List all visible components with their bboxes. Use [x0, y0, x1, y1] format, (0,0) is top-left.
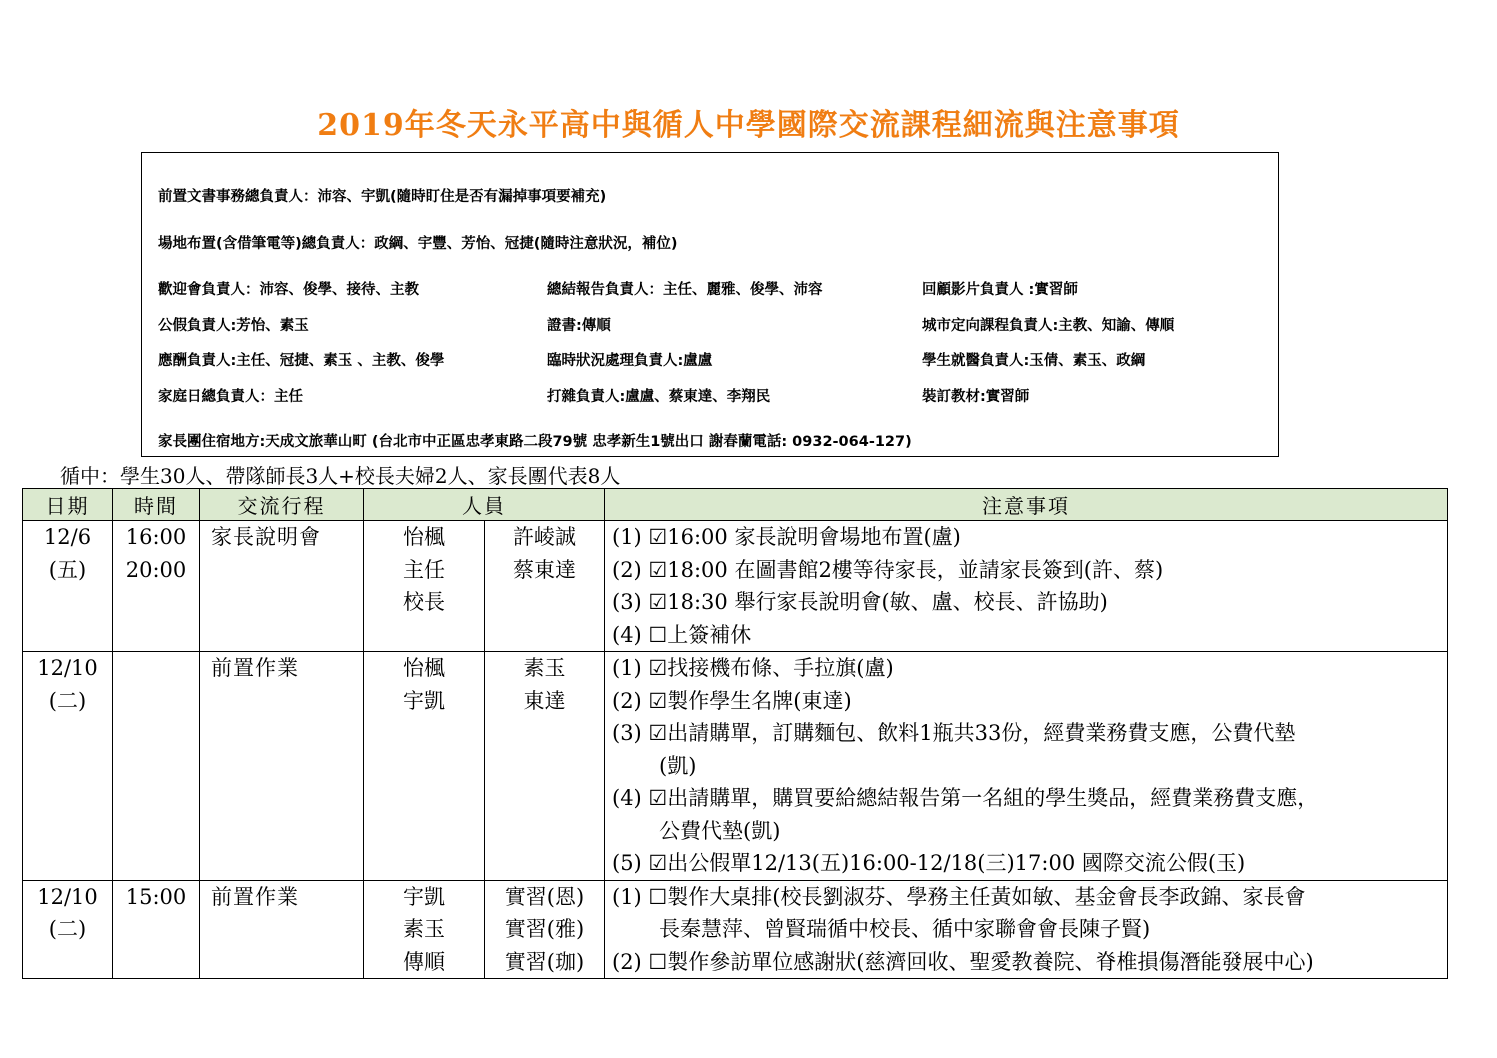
- date-cell-line: (二): [48, 688, 87, 713]
- note-item-continuation: 公費代墊(凱): [659, 818, 781, 843]
- people-secondary-cell-line: 東達: [523, 688, 566, 713]
- people-secondary-cell-line: 蔡東達: [513, 557, 576, 582]
- header-people: 人員: [364, 489, 605, 521]
- date-cell: [23, 652, 113, 881]
- note-item: (5) ☑出公假單12/13(五)16:00-12/18(三)17:00 國際交流公假(玉): [612, 851, 1246, 875]
- people-primary-cell-line: 校長: [403, 590, 445, 614]
- table-header-row: [23, 489, 1448, 521]
- info-line-documents: 前置文書事務總負責人：沛容、宇凱(隨時盯住是否有漏掉事項要補充): [158, 189, 607, 205]
- note-item: (1) ☐製作大桌排(校長劉淑芬、學務主任黃如敏、基金會長李政錦、家長會: [612, 884, 1306, 909]
- people-primary-cell-line: 宇凱: [403, 884, 445, 909]
- people-secondary-cell-line: 素玉: [523, 656, 566, 680]
- info-binding: 裝訂教材:實習師: [922, 389, 1030, 405]
- info-lodging: 家長團住宿地方:天成文旅華山町 (台北市中正區忠孝東路二段79號 忠孝新生1號出口 謝春蘭電話: 0932-064-127): [158, 434, 912, 450]
- people-secondary-cell-line: 實習(恩): [504, 884, 585, 909]
- note-item: (2) ☑18:00 在圖書館2樓等待家長，並請家長簽到(許、蔡): [612, 557, 1164, 582]
- info-line-venue: 場地布置(含借筆電等)總負責人：政綱、宇豐、芳怡、冠捷(隨時注意狀況，補位): [158, 236, 678, 252]
- people-primary-cell-line: 怡楓: [403, 525, 445, 549]
- header-notes: 注意事項: [605, 489, 1448, 521]
- people-primary-cell: [364, 880, 485, 979]
- notes-cell: [605, 521, 1448, 652]
- table-row: [23, 521, 1448, 652]
- note-item: (4) ☑出請購單，購買要給總結報告第一名組的學生獎品，經費業務費支應，: [612, 786, 1319, 810]
- delegation-summary: 循中：學生30人、帶隊師長3人+校長夫婦2人、家長團代表8人: [60, 464, 621, 488]
- people-primary-cell: [364, 652, 485, 881]
- notes-cell: [605, 880, 1448, 979]
- people-primary-cell-line: 怡楓: [403, 656, 445, 680]
- header-date: 日期: [23, 489, 113, 521]
- people-secondary-cell: [485, 521, 605, 652]
- date-cell-line: (二): [48, 917, 87, 941]
- people-secondary-cell-line: 許崚誠: [513, 525, 576, 549]
- note-item: (4) ☐上簽補休: [612, 622, 752, 647]
- page-title: 2019年冬天永平高中與循人中學國際交流課程細流與注意事項: [317, 108, 1180, 143]
- schedule-table: [22, 488, 1448, 979]
- people-primary-cell-line: 素玉: [403, 917, 445, 941]
- responsibility-box: [141, 152, 1279, 457]
- info-city-orienteering: 城市定向課程負責人:主教、知諭、傳順: [922, 318, 1175, 334]
- info-family-day: 家庭日總負責人：主任: [158, 389, 303, 405]
- date-cell-line: 12/10: [37, 656, 98, 680]
- people-secondary-cell: [485, 880, 605, 979]
- note-item: (3) ☑出請購單，訂購麵包、飲料1瓶共33份，經費業務費支應，公費代墊: [612, 721, 1296, 745]
- time-cell: [113, 880, 200, 979]
- notes-cell: [605, 652, 1448, 881]
- activity-cell: [200, 880, 364, 979]
- info-leave: 公假負責人:芳怡、素玉: [158, 318, 309, 334]
- people-secondary-cell: [485, 652, 605, 881]
- people-primary-cell: [364, 521, 485, 652]
- date-cell-line: 12/10: [37, 884, 98, 909]
- people-secondary-cell-line: 實習(珈): [504, 949, 585, 974]
- note-item-continuation: 長秦慧萍、曾賢瑞循中校長、循中家聯會會長陳子賢): [659, 917, 1151, 941]
- note-item: (3) ☑18:30 舉行家長說明會(敏、盧、校長、許協助): [612, 590, 1108, 614]
- header-time: 時間: [113, 489, 200, 521]
- people-primary-cell-line: 傳順: [403, 949, 445, 974]
- people-secondary-cell-line: 實習(雅): [504, 917, 585, 941]
- info-certificate: 證書:傳順: [547, 318, 611, 334]
- info-medical: 學生就醫負責人:玉倩、素玉、政綱: [922, 353, 1146, 369]
- info-misc: 打雜負責人:盧盧、蔡東達、李翔民: [547, 389, 771, 405]
- date-cell: [23, 521, 113, 652]
- people-primary-cell-line: 主任: [403, 557, 445, 582]
- time-cell-line: 16:00: [125, 525, 187, 549]
- info-welcome: 歡迎會負責人：沛容、俊學、接待、主教: [158, 282, 419, 298]
- info-review-video: 回顧影片負責人 :實習師: [922, 282, 1078, 298]
- activity-cell: [200, 652, 364, 881]
- table-row: [23, 880, 1448, 979]
- time-cell: [113, 521, 200, 652]
- activity-label: 前置作業: [211, 656, 299, 680]
- people-primary-cell-line: 宇凱: [403, 688, 445, 713]
- date-cell-line: 12/6: [43, 525, 92, 549]
- time-cell-line: 20:00: [125, 557, 187, 582]
- activity-cell: [200, 521, 364, 652]
- note-item-continuation: (凱): [659, 753, 697, 778]
- table-row: [23, 652, 1448, 881]
- header-activity: 交流行程: [200, 489, 364, 521]
- info-summary-report: 總結報告負責人：主任、麗雅、俊學、沛容: [547, 282, 823, 298]
- date-cell-line: (五): [48, 557, 87, 582]
- time-cell: [113, 652, 200, 881]
- date-cell: [23, 880, 113, 979]
- note-item: (2) ☐製作參訪單位感謝狀(慈濟回收、聖愛教養院、脊椎損傷潛能發展中心): [612, 949, 1314, 974]
- info-emergency: 臨時狀況處理負責人:盧盧: [547, 353, 713, 369]
- note-item: (1) ☑16:00 家長說明會場地布置(盧): [612, 525, 961, 549]
- note-item: (2) ☑製作學生名牌(東達): [612, 688, 852, 713]
- note-item: (1) ☑找接機布條、手拉旗(盧): [612, 656, 894, 680]
- activity-label: 家長說明會: [211, 525, 321, 549]
- time-cell-line: 15:00: [125, 884, 187, 909]
- info-social: 應酬負責人:主任、冠捷、素玉 、主教、俊學: [158, 353, 445, 369]
- activity-label: 前置作業: [211, 884, 299, 909]
